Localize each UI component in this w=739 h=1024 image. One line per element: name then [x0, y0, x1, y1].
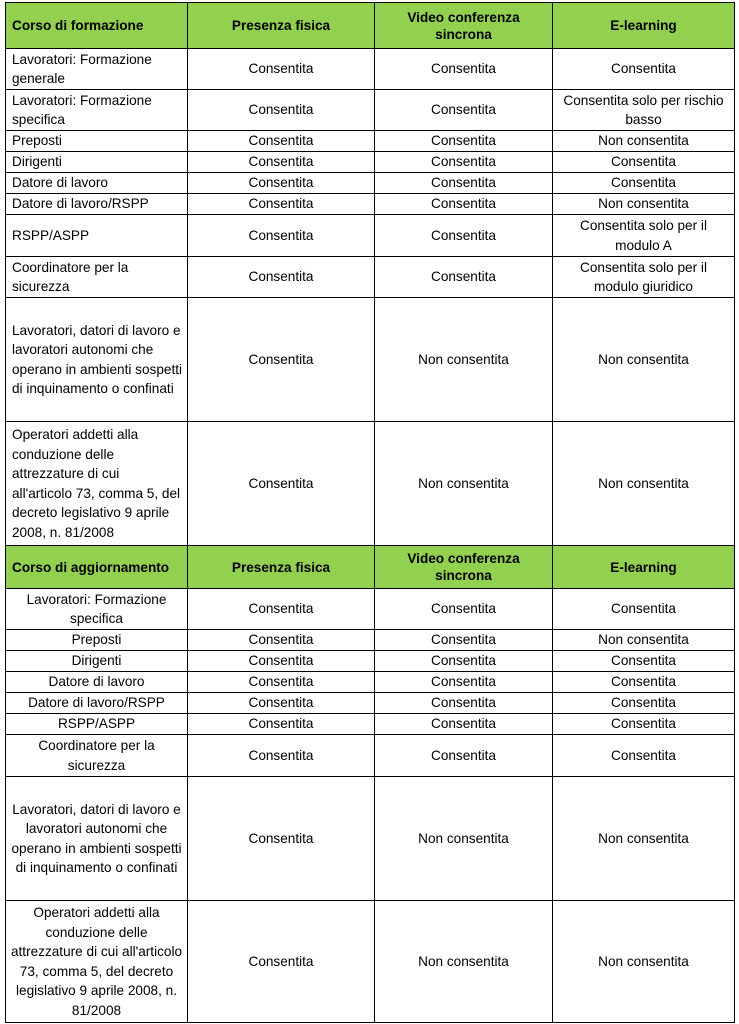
column-header-elearning: E-learning	[553, 3, 735, 49]
cell-presenza: Consentita	[188, 651, 375, 672]
cell-elearning: Consentita	[553, 589, 735, 630]
row-label: Datore di lavoro	[6, 672, 188, 693]
table-row	[6, 298, 735, 422]
column-header-video: Video conferenza sincrona	[375, 546, 553, 589]
table-row	[6, 672, 735, 693]
row-label: Lavoratori, datori di lavoro e lavoratori autonomi che operano in ambienti sospetti di inquinamento o confinati	[6, 298, 188, 422]
cell-elearning: Consentita	[553, 714, 735, 735]
column-header-video: Video conferenza sincrona	[375, 3, 553, 49]
row-label: Lavoratori: Formazione specifica	[6, 90, 188, 131]
cell-presenza: Consentita	[188, 422, 375, 546]
table-row	[6, 152, 735, 173]
row-label: Lavoratori: Formazione generale	[6, 49, 188, 90]
cell-video: Consentita	[375, 194, 553, 215]
cell-video: Consentita	[375, 693, 553, 714]
cell-elearning: Consentita	[553, 152, 735, 173]
cell-elearning: Non consentita	[553, 194, 735, 215]
cell-presenza: Consentita	[188, 49, 375, 90]
column-header-presenza: Presenza fisica	[188, 3, 375, 49]
column-header-course: Corso di aggiornamento	[6, 546, 188, 589]
table-row	[6, 693, 735, 714]
cell-elearning: Non consentita	[553, 901, 735, 1023]
cell-video: Consentita	[375, 90, 553, 131]
cell-video: Non consentita	[375, 422, 553, 546]
cell-presenza: Consentita	[188, 693, 375, 714]
table-row	[6, 90, 735, 131]
cell-presenza: Consentita	[188, 257, 375, 298]
cell-presenza: Consentita	[188, 152, 375, 173]
cell-presenza: Consentita	[188, 215, 375, 257]
cell-elearning: Non consentita	[553, 131, 735, 152]
row-label: RSPP/ASPP	[6, 714, 188, 735]
cell-elearning: Consentita	[553, 651, 735, 672]
cell-video: Consentita	[375, 651, 553, 672]
cell-elearning: Consentita	[553, 693, 735, 714]
header-row-formazione	[6, 3, 735, 49]
cell-elearning: Consentita	[553, 173, 735, 194]
cell-presenza: Consentita	[188, 714, 375, 735]
column-header-course: Corso di formazione	[6, 3, 188, 49]
cell-presenza: Consentita	[188, 90, 375, 131]
row-label: Lavoratori: Formazione specifica	[6, 589, 188, 630]
cell-elearning: Non consentita	[553, 777, 735, 901]
row-label: Coordinatore per la sicurezza	[6, 735, 188, 777]
cell-elearning: Non consentita	[553, 298, 735, 422]
cell-video: Non consentita	[375, 901, 553, 1023]
table-row	[6, 589, 735, 630]
cell-presenza: Consentita	[188, 131, 375, 152]
row-label: Dirigenti	[6, 651, 188, 672]
cell-video: Consentita	[375, 714, 553, 735]
table-row	[6, 630, 735, 651]
cell-presenza: Consentita	[188, 777, 375, 901]
table-row	[6, 257, 735, 298]
cell-presenza: Consentita	[188, 901, 375, 1023]
cell-video: Consentita	[375, 257, 553, 298]
cell-video: Consentita	[375, 49, 553, 90]
table-row	[6, 422, 735, 546]
cell-elearning: Consentita	[553, 735, 735, 777]
table-row	[6, 714, 735, 735]
table-row	[6, 215, 735, 257]
cell-elearning: Non consentita	[553, 422, 735, 546]
cell-video: Non consentita	[375, 777, 553, 901]
column-header-elearning: E-learning	[553, 546, 735, 589]
cell-presenza: Consentita	[188, 589, 375, 630]
row-label: Coordinatore per la sicurezza	[6, 257, 188, 298]
table-row	[6, 173, 735, 194]
row-label: Dirigenti	[6, 152, 188, 173]
table-row	[6, 777, 735, 901]
row-label: Datore di lavoro	[6, 173, 188, 194]
cell-presenza: Consentita	[188, 194, 375, 215]
table-row	[6, 735, 735, 777]
cell-video: Non consentita	[375, 298, 553, 422]
row-label: Operatori addetti alla conduzione delle attrezzature di cui all'articolo 73, comma 5, del decreto legislativo 9 aprile 2008, n. 81/2008	[6, 901, 188, 1023]
cell-video: Consentita	[375, 672, 553, 693]
training-modes-table	[5, 2, 735, 1023]
cell-elearning: Consentita solo per rischio basso	[553, 90, 735, 131]
cell-video: Consentita	[375, 173, 553, 194]
cell-presenza: Consentita	[188, 630, 375, 651]
cell-elearning: Consentita solo per il modulo A	[553, 215, 735, 257]
cell-elearning: Non consentita	[553, 630, 735, 651]
cell-video: Consentita	[375, 152, 553, 173]
table-row	[6, 49, 735, 90]
cell-presenza: Consentita	[188, 173, 375, 194]
cell-video: Consentita	[375, 735, 553, 777]
header-row-aggiornamento	[6, 546, 735, 589]
table-row	[6, 131, 735, 152]
cell-elearning: Consentita	[553, 672, 735, 693]
row-label: RSPP/ASPP	[6, 215, 188, 257]
cell-presenza: Consentita	[188, 672, 375, 693]
cell-elearning: Consentita solo per il modulo giuridico	[553, 257, 735, 298]
table-row	[6, 194, 735, 215]
row-label: Lavoratori, datori di lavoro e lavoratori autonomi che operano in ambienti sospetti di inquinamento o confinati	[6, 777, 188, 901]
row-label: Datore di lavoro/RSPP	[6, 693, 188, 714]
table-row	[6, 901, 735, 1023]
cell-video: Consentita	[375, 131, 553, 152]
column-header-presenza: Presenza fisica	[188, 546, 375, 589]
row-label: Datore di lavoro/RSPP	[6, 194, 188, 215]
cell-video: Consentita	[375, 630, 553, 651]
cell-video: Consentita	[375, 215, 553, 257]
cell-elearning: Consentita	[553, 49, 735, 90]
table-row	[6, 651, 735, 672]
row-label: Preposti	[6, 131, 188, 152]
cell-presenza: Consentita	[188, 298, 375, 422]
row-label: Preposti	[6, 630, 188, 651]
row-label: Operatori addetti alla conduzione delle attrezzature di cui all'articolo 73, comma 5, del decreto legislativo 9 aprile 2008, n. 81/2008	[6, 422, 188, 546]
cell-presenza: Consentita	[188, 735, 375, 777]
cell-video: Consentita	[375, 589, 553, 630]
